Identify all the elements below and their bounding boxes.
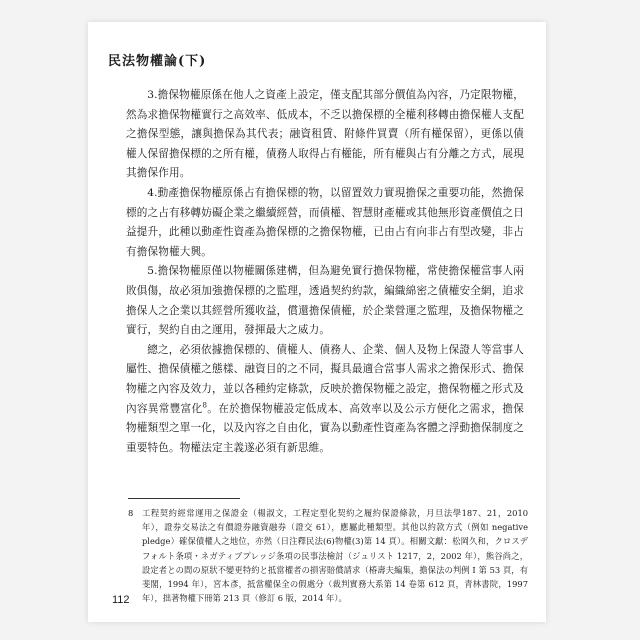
- footnote-divider: [128, 498, 240, 499]
- running-header: 民法物權論(下): [108, 54, 207, 69]
- paragraph-5: 5.擔保物權原僅以物權關係建構，但為避免實行擔保物權，常使擔保權當事人兩敗俱傷，故必須加強擔保標的之監理，透過契約約款，編織綿密之債權安全網，追求擔保人之企業以其經營所獲收益，償還擔保債權，於企業營運之監理，及擔保物權之實行，契約自由之運用，發揮最大之威力。: [126, 265, 524, 337]
- page-number: 112: [112, 594, 130, 606]
- main-text: [126, 86, 524, 458]
- footnote-number: 8: [128, 508, 134, 518]
- paragraph-3: 3.擔保物權原係在他人之資產上設定，僅支配其部分價值為內容，乃定限物權，然為求擔保物權實行之高效率、低成本，不乏以擔保標的全權利移轉由擔保權人支配之擔保型態，讓與擔保為其代表；融資租賃、附條件買賣（所有權保留），更係以債權人保留擔保標的之所有權，債務人取得占有權能，所有權與占有分離之方式，展現其擔保作用。: [126, 89, 524, 180]
- paragraph-conclusion: [126, 341, 524, 459]
- footnote-text: 工程契約經常運用之保證金（楊淑文，工程定型化契約之履約保證條款，月旦法學187、21，2010 年），證券交易法之有價證券融資融券（證交 61），應屬此種類型。其他以約款方式（例如 negative pledge）確保債權人之地位，亦然（日注釋民法(6)物權(3)第 14 頁）。相關文獻：松岡久和，クロスデフォルト条項・ネガティブプレッジ条項の民事法檢討（ジュリスト 1217，2，2002 年），熊谷尚之，設定者との間の原狀不變更特約と抵當權者の損害賠償請求（椿壽夫編集，擔保法の判例 I 第 53 頁，有斐閣，1994 年），宮本彥，抵當權保全の假處分（裁判實務大系第 14 卷第 612 頁，青林書院，1997 年），拙著物權下冊第 213 頁（修訂 6 版，2014 年）。: [142, 508, 528, 604]
- footnote-reference[interactable]: 8: [202, 400, 208, 409]
- paragraph-4: 4.動產擔保物權原係占有擔保標的物，以留置效力實現擔保之重要功能，然擔保標的之占有移轉妨礙企業之繼續經營，而債權、智慧財產權或其他無形資產價值之日益提升，此種以動產性資產為擔保標的之擔保物權，已由占有向非占有型改變，非占有擔保物權大興。: [126, 186, 524, 258]
- paragraph-conclusion-text: 總之，必須依據擔保標的、債權人、債務人、企業、個人及物上保證人等當事人屬性、擔保債權之態樣、融資目的之不同，擬具最適合當事人需求之擔保形式、擔保物權之內容及效力，並以各種約定條款，反映於擔保物權之設定，擔保物權之形式及內容異常豐富化: [126, 343, 524, 415]
- paragraph-conclusion-tail: 。在於擔保物權設定低成本、高效率以及公示方便化之需求，擔保物權類型之單一化，以及內容之自由化，實為以動產性資產為客體之浮動擔保制度之重要特色。物權法定主義遂必須有新思維。: [126, 402, 524, 454]
- book-page: [88, 22, 546, 622]
- footnote: [128, 506, 528, 605]
